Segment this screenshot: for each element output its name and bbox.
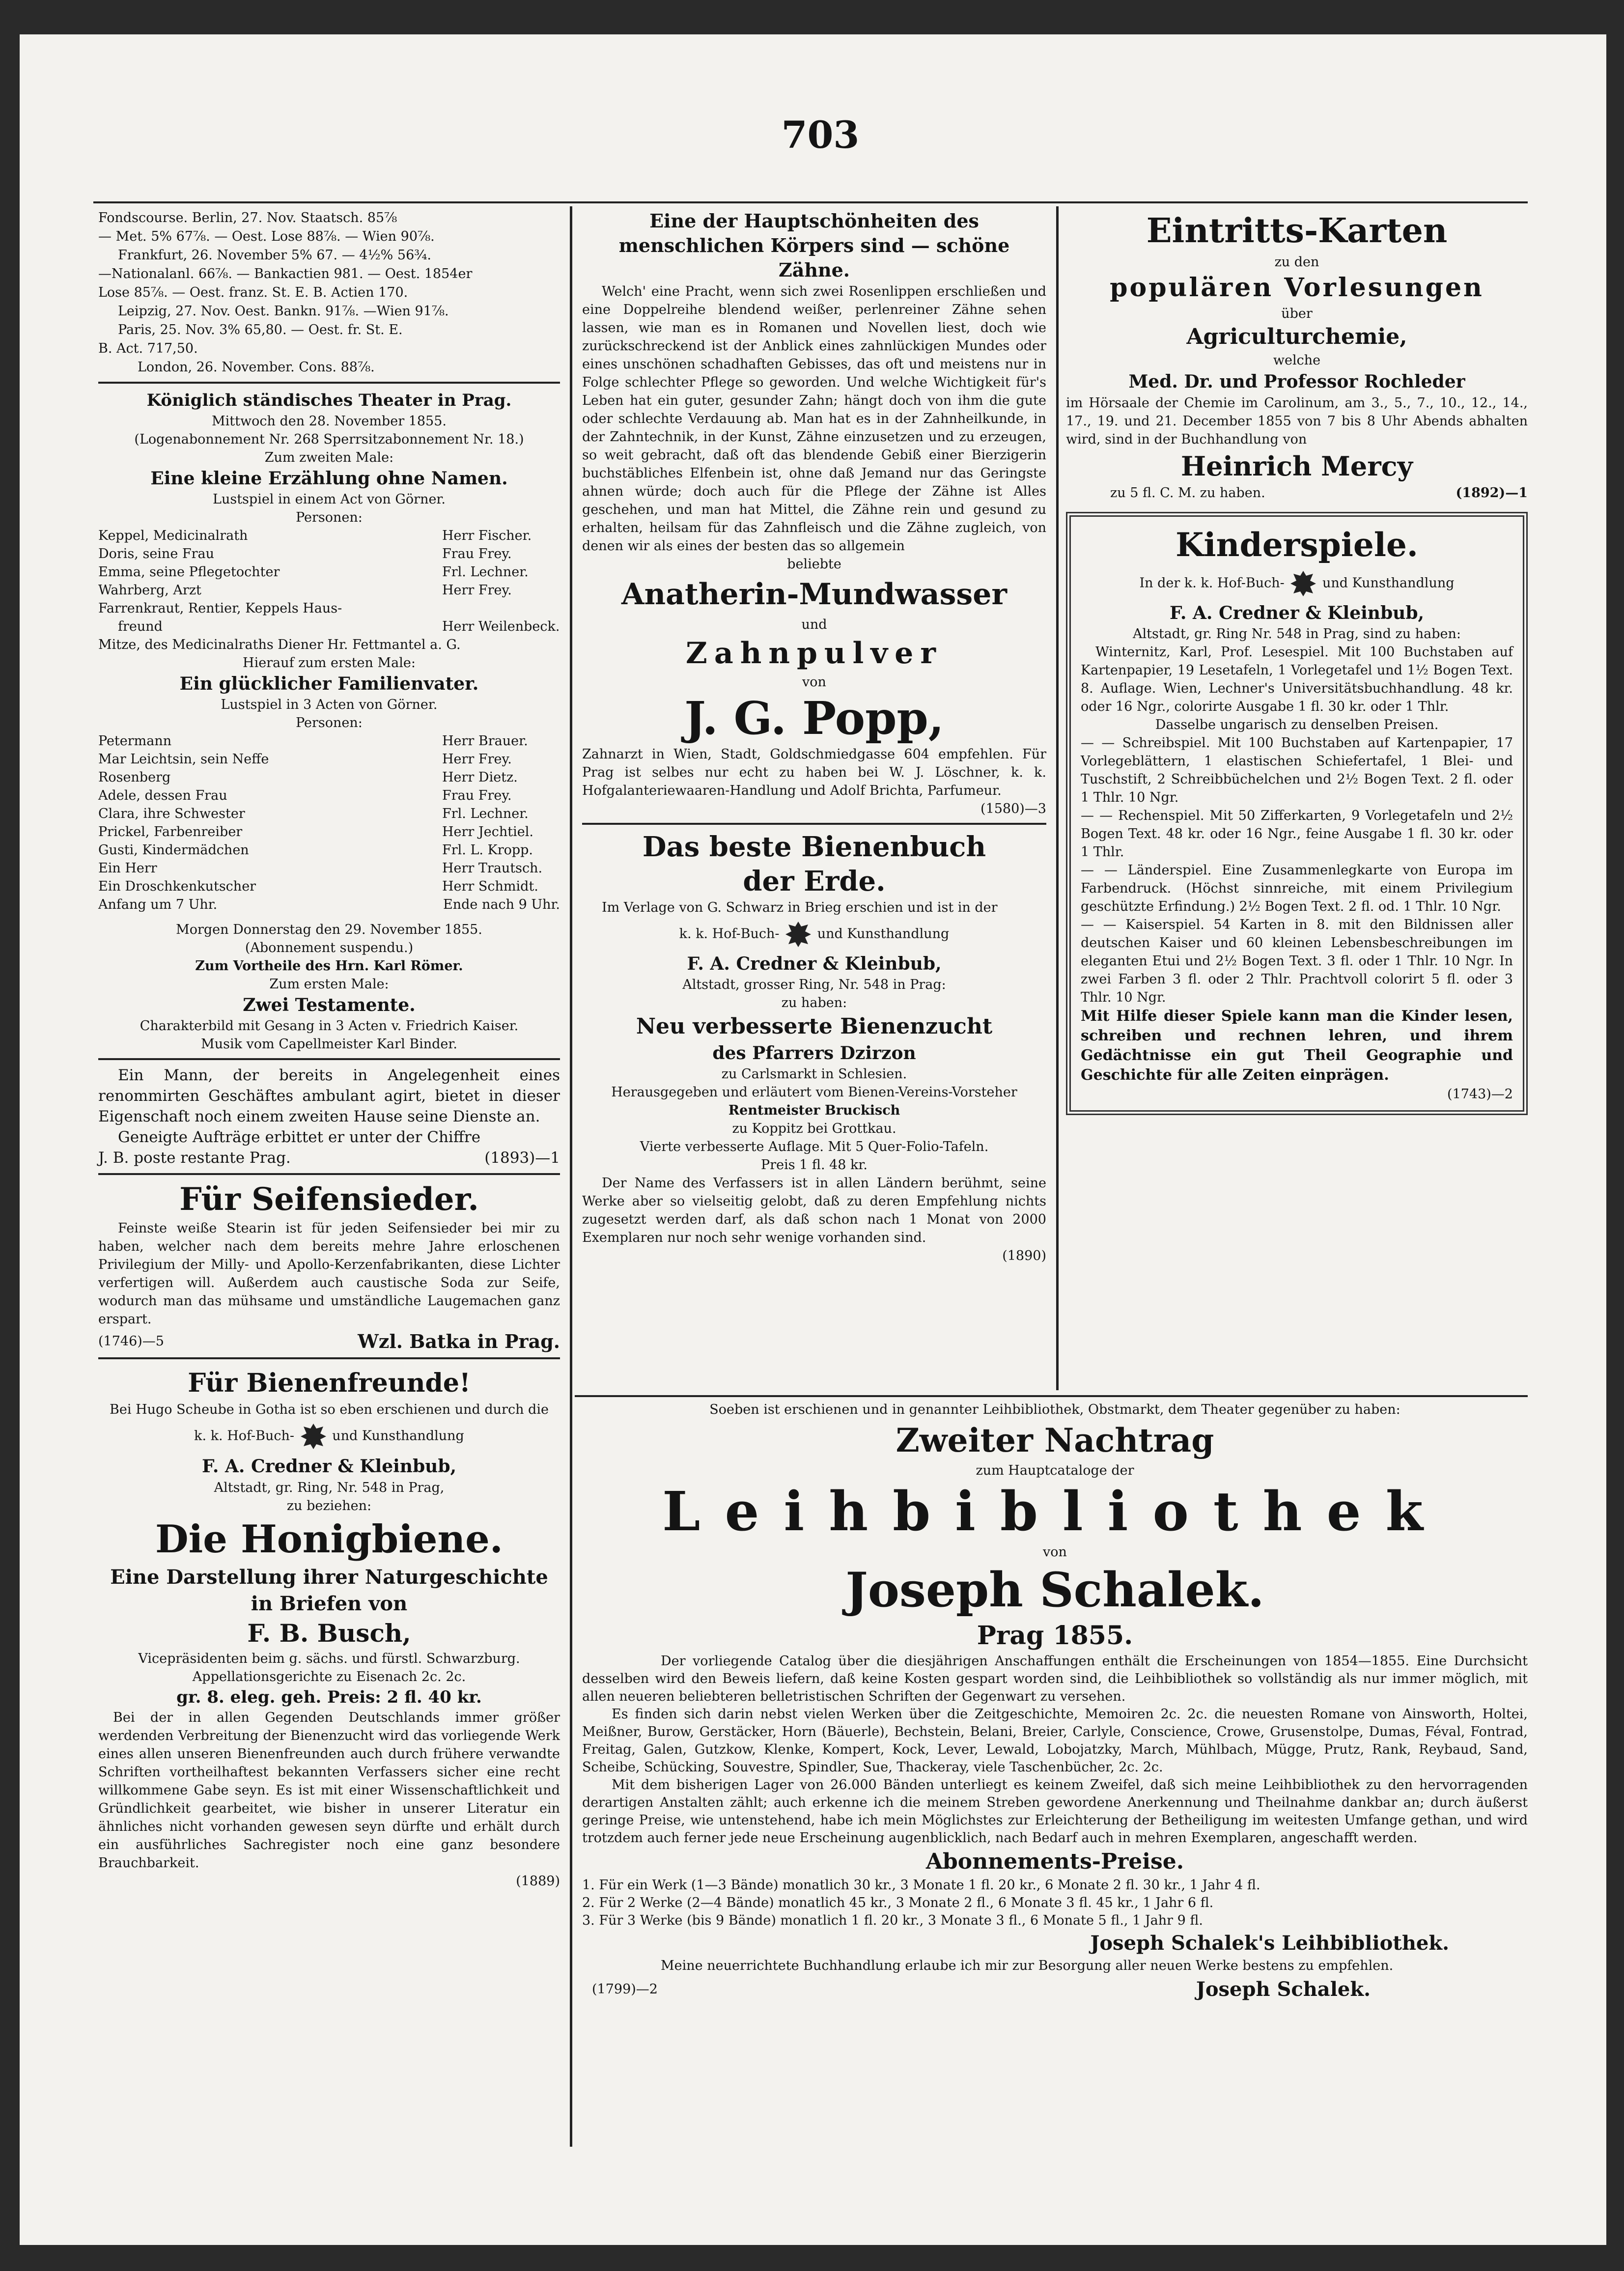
divider — [98, 1357, 560, 1359]
stock-line: Paris, 25. Nov. 3% 65,80. — Oest. fr. St. E. — [118, 322, 403, 337]
subs-item: 3. Für 3 Werke (bis 9 Bände) monatlich 1 fl. 20 kr., 3 Monate 3 fl., 6 Monate 5 fl., 1 Jahr 9 fl. — [582, 1913, 1203, 1928]
cast-row — [98, 563, 560, 581]
header-rule — [93, 201, 1528, 203]
library-text: Meine neuerrichtete Buchhandlung erlaube ich mir zur Besorgung aller neuen Werke bestens zu empfehlen. — [661, 1958, 1394, 1973]
teeth-footer — [582, 800, 1046, 818]
kinder-text: — — Kaiserspiel. 54 Karten in 8. mit den Bildnissen aller deutschen Kaiser und 60 kleinen Lebensbeschreibungen im eleganten Etui und 2½ Bogen Text. 3 fl. oder 1 Thlr. 10 Ngr. In zwei Farben 3 fl. oder 2 Thlr. Prachtvoll colorirt 5 fl. oder 3 Thlr. 10 Ngr. — [1081, 917, 1513, 1005]
stock-line: — Met. 5% 67⅞. — Oest. Lose 88⅞. — Wien 90⅞. — [98, 229, 435, 244]
bienenbuch-title-2: der Erde. — [743, 865, 886, 897]
kinder-text: — — Rechenspiel. Mit 50 Zifferkarten, 9 Vorlegetafeln und 2½ Bogen Text. 48 kr. oder 16 Ngr., feine Ausgabe 1 fl. 30 kr. oder 1 Thlr. — [1081, 808, 1513, 860]
role: Ein Herr — [98, 861, 157, 876]
editor-place: zu Koppitz bei Grottkau. — [732, 1121, 896, 1136]
chiffre: J. B. poste restante Prag. — [98, 1149, 291, 1167]
shop-left: k. k. Hof-Buch- — [679, 926, 780, 942]
actor: Herr Jechtiel. — [442, 824, 533, 840]
cast-row — [98, 841, 560, 859]
kinder-footer — [1081, 1085, 1513, 1103]
subs-list — [582, 1877, 1528, 1930]
book-author: F. B. Busch, — [247, 1619, 411, 1648]
kinder-title: Kinderspiele. — [1176, 526, 1418, 564]
shop-line — [1081, 569, 1513, 598]
column-rule-2 — [1056, 206, 1059, 1390]
page-number: 703 — [781, 113, 860, 157]
ad-ref: (1580)—3 — [980, 801, 1046, 816]
play-title: Ein glücklicher Familienvater. — [179, 673, 479, 694]
bees-footer — [98, 1872, 560, 1890]
welche: welche — [1273, 353, 1321, 368]
times-row — [98, 896, 560, 914]
stock-line: Leipzig, 27. Nov. Oest. Bankn. 91⅞. —Wien 91⅞. — [118, 304, 449, 319]
cast-row — [98, 617, 560, 636]
actor: Frl. L. Kropp. — [442, 842, 533, 858]
second-time: Zum zweiten Male: — [264, 450, 394, 465]
soap-text: Feinste weiße Stearin ist für jeden Seifensieder bei mir zu haben, welcher nach dem bereits mehre Jahre erloschenen Privilegium der Milly- und Apollo-Kerzenfabrikanten, diese Lichter verfertigen will. Außerdem auch caustische Soda zur Seife, wodurch man das mühsame und umständliche Laugemachen ganz erspart. — [98, 1221, 560, 1327]
author-place: zu Carlsmarkt in Schlesien. — [721, 1066, 907, 1082]
library-text: Mit dem bisherigen Lager von 26.000 Bänden unterliegt es keinem Zweifel, daß sich meine Leihbibliothek zu den hervorragenden derartigen Anstalten zählt; auch erkenne ich die meinem Streben gewordene Anerkennung und Theilnahme dankbar an; durch äußerst geringe Preise, wie untenstehend, habe ich mein Möglichstes zur Erleichterung der Betheiligung im weitesten Umfange gethan, und wird trotzdem auch ferner jede neue Erscheinung augenblicklich, nach Bedarf auch in mehren Exemplaren, angeschafft werden. — [582, 1777, 1528, 1846]
cast-row — [98, 877, 560, 896]
von: von — [1043, 1544, 1067, 1560]
man-ad — [98, 1065, 560, 1168]
tickets-ad — [1066, 209, 1528, 502]
editor-name: Rentmeister Bruckisch — [728, 1103, 900, 1118]
bienenbuch-intro: Im Verlage von G. Schwarz in Brieg erschien und ist in der — [602, 900, 998, 915]
play-genre: Charakterbild mit Gesang in 3 Acten v. Friedrich Kaiser. — [140, 1018, 519, 1034]
ad-ref: (1746)—5 — [98, 1334, 164, 1349]
actor: Herr Weilenbeck. — [442, 619, 560, 634]
role: Prickel, Farbenreiber — [98, 824, 243, 840]
soap-title: Für Seifensieder. — [179, 1181, 479, 1218]
edition: Vierte verbesserte Auflage. Mit 5 Quer-Folio-Tafeln. — [640, 1139, 989, 1154]
shop-left: k. k. Hof-Buch- — [194, 1428, 295, 1444]
address: Altstadt, gr. Ring, Nr. 548 in Prag, — [214, 1480, 445, 1495]
column-rule-1 — [570, 206, 572, 2147]
cast-row — [98, 732, 560, 750]
book-price: Preis 1 fl. 48 kr. — [761, 1157, 868, 1173]
cast-row — [98, 805, 560, 823]
cast-row — [98, 768, 560, 786]
actor: Herr Frey. — [442, 583, 512, 598]
bienenbuch-ad — [582, 830, 1046, 1265]
get-line: zu beziehen: — [286, 1498, 372, 1514]
play-genre: Lustspiel in einem Act von Görner. — [213, 492, 446, 507]
column-1 — [98, 209, 560, 1890]
cast-note: Mitze, des Medicinalraths Diener Hr. Fettmantel a. G. — [98, 637, 461, 652]
kinder-text: — — Länderspiel. Eine Zusammenlegkarte von Europa im Farbendruck. (Höchst sinnreiche, mit einem Privilegium geschützte Erfindung.) 2½ Bogen Text. 2 fl. od. 1 Thlr. 10 Ngr. — [1081, 863, 1513, 914]
man-ad-text2: Geneigte Aufträge erbittet er unter der Chiffre — [118, 1128, 481, 1146]
role: Mar Leichtsin, sein Neffe — [98, 752, 269, 767]
library-footer — [582, 1978, 1528, 2001]
cast-row — [98, 581, 560, 599]
actor: Frl. Lechner. — [442, 806, 529, 821]
kinder-text: Dasselbe ungarisch zu denselben Preisen. — [1155, 717, 1439, 732]
cast-row — [98, 599, 560, 617]
end-time: Ende nach 9 Uhr. — [443, 897, 560, 912]
bees-title: Für Bienenfreunde! — [188, 1368, 471, 1398]
kinder-text-bold: Mit Hilfe dieser Spiele kann man die Kinder lesen, schreiben und rechnen lehren, und ihrem Gedächtnisse ein gut Theil Geographie und Geschichte für alle Zeiten einprägen. — [1081, 1008, 1513, 1084]
shop-line — [98, 1422, 560, 1451]
bienenbuch-footer — [582, 1247, 1046, 1265]
bottom-section — [582, 1401, 1528, 2001]
editor-line: Herausgegeben und erläutert vom Bienen-Vereins-Vorsteher — [611, 1085, 1017, 1100]
subs-title: Abonnements-Preise. — [925, 1849, 1184, 1874]
kinder-text: — — Schreibspiel. Mit 100 Buchstaben auf Kartenpapier, 17 Vorlegeblättern, 1 elastischen Schiefertafel, 1 Blei- und Tuschstift, 2 Schreibbüchelchen und 2½ Bogen Text. 2 fl. oder 1 Thlr. 10 Ngr. — [1081, 735, 1513, 805]
theater-date: Mittwoch den 28. November 1855. — [212, 414, 447, 429]
tickets-footer — [1066, 484, 1528, 502]
role: Gusti, Kindermädchen — [98, 842, 249, 858]
library-text: Der vorliegende Catalog über die diesjährigen Anschaffungen enthält die Erscheinungen von 1854—1855. Eine Durchsicht desselben wird den Beweis liefern, daß keine Kosten gespart worden sind, die Leihbibliothek so vollständig als nur immer möglich, mit allen neueren beliebteren belletristischen Schriften der Gegenwart zu versehen. — [582, 1654, 1528, 1704]
ad-ref: (1893)—1 — [484, 1149, 560, 1167]
cast-row — [98, 786, 560, 805]
kinder-text: Winternitz, Karl, Prof. Lesespiel. Mit 100 Buchstaben auf Kartenpapier, 19 Lesetafeln, 1 Vorlegetafel und 1½ Bogen Text. 8. Auflage. Wien, Lechner's Universitätsbuchhandlung. 48 kr. oder 16 Ngr., colorirte Ausgabe 1 fl. 30 kr. oder 1 Thlr. — [1081, 645, 1513, 714]
shop-right: und Kunsthandlung — [332, 1428, 464, 1444]
ad-ref: (1890) — [1002, 1248, 1046, 1263]
benefit-line: Zum Vortheile des Hrn. Karl Römer. — [195, 958, 463, 974]
role: Rosenberg — [98, 770, 171, 785]
cast-row — [98, 750, 560, 768]
tickets-seller: Heinrich Mercy — [1181, 450, 1413, 482]
cast-row — [98, 823, 560, 841]
shop-right: und Kunsthandlung — [1322, 575, 1455, 591]
role: freund — [118, 619, 163, 634]
zu-den: zu den — [1274, 254, 1319, 270]
tickets-topic: Agriculturchemie, — [1186, 324, 1407, 349]
actor: Frl. Lechner. — [442, 564, 529, 580]
stock-line: Frankfurt, 26. November 5% 67. — 4½% 56¾. — [118, 248, 431, 263]
tickets-price: zu 5 fl. C. M. zu haben. — [1110, 485, 1265, 501]
tickets-subtitle: populären Vorlesungen — [1110, 273, 1484, 303]
library-title-3: Joseph Schalek. — [845, 1562, 1264, 1618]
divider — [98, 382, 560, 384]
maker-info: Zahnarzt in Wien, Stadt, Goldschmiedgasse 604 empfehlen. Für Prag ist selbes nur echt zu haben bei W. J. Löschner, k. k. Hofgalanteriewaaren-Handlung und Adolf Brichta, Parfumeur. — [582, 747, 1046, 798]
book-title: Die Honigbiene. — [155, 1517, 503, 1562]
seller: F. A. Credner & Kleinbub, — [687, 953, 942, 974]
role: Petermann — [98, 733, 172, 749]
library-signature: Joseph Schalek's Leihbibliothek. — [1090, 1932, 1449, 1955]
soap-ad — [98, 1180, 560, 1350]
role: Ein Droschkenkutscher — [98, 879, 256, 894]
first-time: Zum ersten Male: — [269, 977, 389, 992]
library-signature-2: Joseph Schalek. — [1196, 1978, 1371, 2001]
actor: Herr Trautsch. — [442, 861, 543, 876]
library-title-4: Prag 1855. — [977, 1621, 1133, 1651]
play-title: Zwei Testamente. — [243, 995, 416, 1015]
subs-item: 1. Für ein Werk (1—3 Bände) monatlich 30 kr., 3 Monate 1 fl. 20 kr., 6 Monate 2 fl. 30 kr., 1 Jahr 4 fl. — [582, 1878, 1260, 1893]
actor: Frau Frey. — [442, 546, 512, 561]
kinder-ad-frame — [1066, 512, 1528, 1115]
und: und — [801, 617, 827, 632]
theater-abo: (Logenabonnement Nr. 268 Sperrsitzabonnement Nr. 18.) — [134, 432, 524, 447]
library-small: zum Hauptcataloge der — [976, 1463, 1134, 1478]
theater-title: Königlich ständisches Theater in Prag. — [146, 391, 512, 410]
stock-line: —Nationalanl. 66⅞. — Bankactien 981. — Oest. 1854er — [98, 266, 473, 281]
role: Clara, ihre Schwester — [98, 806, 245, 821]
tickets-title: Eintritts-Karten — [1146, 211, 1448, 251]
seller: F. A. Credner & Kleinbub, — [201, 1456, 457, 1477]
book-price: gr. 8. eleg. geh. Preis: 2 fl. 40 kr. — [176, 1687, 482, 1707]
address: Altstadt, gr. Ring Nr. 548 in Prag, sind zu haben: — [1133, 626, 1461, 642]
persons-heading: Personen: — [296, 715, 363, 730]
library-title-1: Zweiter Nachtrag — [896, 1421, 1214, 1459]
play-genre: Lustspiel in 3 Acten von Görner. — [221, 697, 438, 712]
man-ad-text: Ein Mann, der bereits in Angelegenheit eines renommirten Geschäftes ambulant agirt, bietet in dieser Eigenschaft noch einem zweiten Hause seine Dienste an. — [98, 1066, 560, 1125]
man-ad-footer — [98, 1148, 560, 1168]
get-line: zu haben: — [781, 995, 847, 1010]
shop-right: und Kunsthandlung — [817, 926, 950, 942]
role: Adele, dessen Frau — [98, 788, 227, 803]
book-title: Neu verbesserte Bienenzucht — [636, 1014, 993, 1039]
actor: Frau Frey. — [442, 788, 512, 803]
author-info: Vicepräsidenten beim g. sächs. und fürstl. Schwarzburg. Appellationsgerichte zu Eisenach 2c. 2c. — [138, 1651, 520, 1684]
soap-footer — [98, 1332, 560, 1350]
library-title-2: Leihbibliothek — [662, 1480, 1448, 1543]
role: Doris, seine Frau — [98, 546, 215, 561]
column-2 — [582, 209, 1046, 1265]
persons-heading: Personen: — [296, 510, 363, 525]
ad-ref: (1743)—2 — [1447, 1087, 1513, 1102]
cast-row — [98, 527, 560, 545]
actor: Herr Brauer. — [442, 733, 528, 749]
stock-quotes — [98, 209, 560, 377]
book-subtitle: Eine Darstellung ihrer Naturgeschichte — [110, 1566, 548, 1589]
product-name-2: Zahnpulver — [686, 636, 943, 671]
bienenbuch-title: Das beste Bienenbuch — [642, 831, 986, 863]
actor — [442, 599, 560, 617]
stock-line: Lose 85⅞. — Oest. franz. St. E. B. Actien 170. — [98, 285, 408, 300]
stock-line: Fondscourse. Berlin, 27. Nov. Staatsch. 85⅞ — [98, 210, 397, 225]
actor: Herr Frey. — [442, 752, 512, 767]
stock-line: B. Act. 717,50. — [98, 341, 198, 356]
signer: Wzl. Batka in Prag. — [358, 1330, 560, 1352]
product-name: Anatherin-Mundwasser — [621, 577, 1007, 612]
tickets-text: im Hörsaale der Chemie im Carolinum, am 3., 5., 7., 10., 12., 14., 17., 19. und 21. December 1855 von 7 bis 8 Uhr Abends abhalten wird, sind in der Buchhandlung von — [1066, 395, 1528, 447]
shop-line — [582, 920, 1046, 949]
maker-name: J. G. Popp, — [684, 692, 944, 745]
ad-ref: (1889) — [516, 1874, 560, 1889]
book-subtitle2: in Briefen von — [251, 1592, 408, 1615]
role: Wahrberg, Arzt — [98, 583, 201, 598]
bees-text: Bei der in allen Gegenden Deutschlands immer größer werdenden Verbreitung der Bienenzucht wird das vorliegende Werk eines allen unseren Bienenfreunden auch durch frühere verwandte Schriften vortheilhaftest bekannten Verfassers sicher eine recht willkommene Gabe seyn. Es ist mit einer Wissenschaftlichkeit und Gründlichkeit gearbeitet, wie bisher in unserer Literatur ein ähnliches nicht vorhanden gewesen seyn dürfte und erhält durch ein ausführliches Sachregister noch eine ganz besondere Brauchbarkeit. — [98, 1710, 560, 1871]
eagle-crest-icon — [299, 1422, 328, 1451]
first-time: Hierauf zum ersten Male: — [243, 655, 416, 671]
bees-ad — [98, 1366, 560, 1890]
actor: Herr Fischer. — [442, 528, 532, 543]
divider — [98, 1173, 560, 1175]
cast-row — [98, 545, 560, 563]
role: Farrenkraut, Rentier, Keppels Haus- — [98, 601, 342, 616]
eagle-crest-icon — [1288, 569, 1318, 598]
eagle-crest-icon — [784, 920, 813, 949]
divider — [575, 1395, 1528, 1397]
bees-intro: Bei Hugo Scheube in Gotha ist so eben erschienen und durch die — [110, 1402, 549, 1417]
von: von — [802, 674, 826, 690]
ad-ref: (1799)—2 — [592, 1982, 658, 1997]
column-3 — [1066, 209, 1528, 1115]
role: Keppel, Medicinalrath — [98, 528, 248, 543]
ad-ref: (1892)—1 — [1456, 485, 1528, 501]
book-author: des Pfarrers Dzirzon — [712, 1043, 916, 1064]
teeth-ad — [582, 209, 1046, 818]
divider — [98, 1058, 560, 1060]
tomorrow-date: Morgen Donnerstag den 29. November 1855. — [176, 922, 482, 937]
play-title: Eine kleine Erzählung ohne Namen. — [150, 468, 508, 489]
subs-item: 2. Für 2 Werke (2—4 Bände) monatlich 45 kr., 3 Monate 2 fl., 6 Monate 3 fl. 45 kr., 1 Jahr 6 fl. — [582, 1895, 1214, 1910]
music-credit: Musik vom Capellmeister Karl Binder. — [201, 1037, 457, 1052]
shop-left: In der k. k. Hof-Buch- — [1139, 575, 1285, 591]
library-text: Es finden sich darin nebst vielen Werken über die Zeitgeschichte, Memoiren 2c. 2c. die neuesten Romane von Ainsworth, Holtei, Meißner, Burow, Gerstäcker, Horn (Bäuerle), Bechstein, Belani, Breier, Carlyle, Conscience, Crowe, Grusenstolpe, Dumas, Féval, Fontrad, Freitag, Galen, Gutzkow, Klenke, Kompert, Kock, Lever, Lewald, Lobojatzky, March, Mühlbach, Mügge, Prutz, Rank, Reybaud, Sand, Scheibe, Schücking, Souvestre, Spindler, Sue, Thackeray, viele Taschenbücher, 2c. 2c. — [582, 1707, 1528, 1775]
stock-line: London, 26. November. Cons. 88⅞. — [138, 360, 375, 375]
start-time: Anfang um 7 Uhr. — [98, 897, 218, 912]
seller: F. A. Credner & Kleinbub, — [1169, 603, 1425, 623]
ueber: über — [1281, 306, 1313, 321]
library-intro: Soeben ist erschienen und in genannter Leihbibliothek, Obstmarkt, dem Theater gegenüber zu haben: — [709, 1402, 1400, 1417]
beliebte: beliebte — [787, 557, 841, 572]
theater-program — [98, 389, 560, 1053]
role: Emma, seine Pflegetochter — [98, 564, 280, 580]
teeth-text: Welch' eine Pracht, wenn sich zwei Rosenlippen erschließen und eine Doppelreihe blendend weißer, perlenreiner Zähne sehen lassen, wie man es in Romanen und Novellen liest, doch wie zurückschreckend ist der Anblick eines zahnlückigen Mundes oder eines unschönen schadhaften Gebisses, das oft und meistens nur in Folge schlechter Pflege so geworden. Und welche Wichtigkeit für's Leben hat ein guter, gesunder Zahn; hängt doch von ihm die gute oder schlechte Verdauung ab. Man hat es in der Zahnheilkunde, in der Zahntechnik, in der Kunst, Zähne einzusetzen und zu erzeugen, so weit gebracht, daß oft das blendende Gebiß einer Bierzigerin buchstäbliches Elfenbein ist, ohne daß Jemand nur das Geringste ahnen würde; doch auch für die Pflege der Zähne ist Alles geschehen, und man hat Mittel, die Zähne rein und gesund zu erhalten, heilsam für das Zahnfleisch und die Zähne zugleich, von denen wir als eines der besten das so allgemein — [582, 284, 1046, 554]
actor: Herr Schmidt. — [442, 879, 538, 894]
teeth-title: Eine der Hauptschönheiten des menschlichen Körpers sind — schöne Zähne. — [618, 210, 1010, 281]
actor: Herr Dietz. — [442, 770, 518, 785]
address: Altstadt, grosser Ring, Nr. 548 in Prag: — [682, 977, 946, 992]
abo-suspended: (Abonnement suspendu.) — [245, 940, 414, 955]
lecturer: Med. Dr. und Professor Rochleder — [1128, 371, 1465, 392]
divider — [582, 823, 1046, 825]
cast-row — [98, 859, 560, 877]
bienenbuch-text: Der Name des Verfassers ist in allen Ländern berühmt, seine Werke aber so vielseitig gelobt, daß zu deren Empfehlung nichts zugesetzt werden darf, als daß schon nach 1 Monat von 2000 Exemplaren nur noch sehr wenige vorhanden sind. — [582, 1176, 1046, 1245]
